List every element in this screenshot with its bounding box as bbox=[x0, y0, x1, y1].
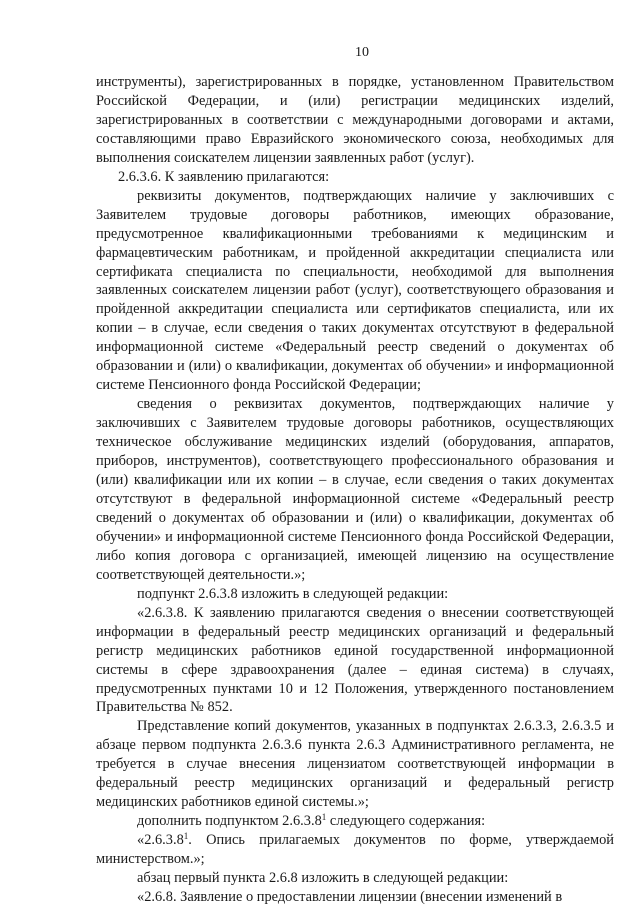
paragraph-9 bbox=[96, 831, 614, 869]
paragraph-5: подпункт 2.6.3.8 изложить в следующей редакции: bbox=[137, 585, 449, 602]
page-number: 10 bbox=[355, 45, 369, 60]
paragraph-8-text-a: дополнить подпунктом 2.6.3.8 bbox=[137, 813, 322, 830]
paragraph-11: «2.6.8. Заявление о предоставлении лицензии (внесении изменений в bbox=[137, 888, 563, 905]
paragraph-1: инструменты), зарегистрированных в порядке, установленном Правительством Российской Федерации, и (или) регистрации медицинских изделий, зарегистрированных в соответствии с международными договорами и актами, составляющими право Евразийского экономического союза, необходимых для выполнения соискателем лицензии заявленных работ (услуг). bbox=[96, 74, 614, 166]
paragraph-6: «2.6.3.8. К заявлению прилагаются сведения о внесении соответствующей информации в федеральный реестр медицинских организаций и федеральный регистр медицинских работников единой государственной информационной системы в сфере здравоохранения (далее – единая система) в случаях, предусмотренных пунктами 10 и 12 Положения, утвержденного постановлением Правительства № 852. bbox=[96, 604, 614, 716]
paragraph-9-superscript: 1 bbox=[183, 831, 189, 842]
paragraph-10: абзац первый пункта 2.6.8 изложить в следующей редакции: bbox=[137, 870, 509, 887]
paragraph-7: Представление копий документов, указанных в подпунктах 2.6.3.3, 2.6.3.5 и абзаце первом подпункта 2.6.3.6 пункта 2.6.3 Административного регламента, не требуется в случае внесения лицензиатом соответствующей информации в федеральный реестр медицинских организаций и федеральный регистр медицинских работников единой системы.»; bbox=[96, 718, 614, 811]
paragraph-8-text-b: следующего содержания: bbox=[326, 813, 486, 830]
paragraph-4: сведения о реквизитах документов, подтверждающих наличие у заключивших с Заявителем трудовые договоры работников, осуществляющих техническое обслуживание медицинских изделий (оборудования, аппаратов, приборов, инструментов), соответствующего профессионального образования и (или) квалификации или их копии – в случае, если сведения о таких документах отсутствуют в федеральной информационной системе «Федеральный реестр сведений о документах об образовании и (или) о квалификации, документах об обучении» и информационной системе Пенсионного фонда Российской Федерации, либо копия договора с организацией, имеющей лицензию на осуществление соответствующей деятельности.»; bbox=[96, 396, 614, 583]
paragraph-8-superscript: 1 bbox=[321, 812, 327, 823]
paragraph-3: реквизиты документов, подтверждающих наличие у заключивших с Заявителем трудовые договоры работников, имеющих образование, предусмотренное квалификационными требованиями к медицинским и фармацевтическим работникам, и пройденной аккредитации специалиста или сертификата специалиста по специальности, необходимой для выполнения заявленных соискателем лицензии работ (услуг), соответствующего образования и пройденной аккредитации специалиста или сертификатов специалиста, или их копии – в случае, если сведения о таких документах отсутствуют в федеральной информационной системе «Федеральный реестр сведений о документах об образовании и (или) о квалификации, документах об обучении» и информационной системе Пенсионного фонда Российской Федерации; bbox=[96, 187, 614, 394]
document-page bbox=[96, 44, 614, 907]
paragraph-8 bbox=[96, 812, 614, 831]
paragraph-9-text-a: «2.6.3.8 bbox=[137, 832, 184, 849]
paragraph-9-text-b: . Опись прилагаемых документов по форме, утверждаемой министерством.»; bbox=[96, 832, 614, 868]
paragraph-2: 2.6.3.6. К заявлению прилагаются: bbox=[118, 168, 330, 185]
